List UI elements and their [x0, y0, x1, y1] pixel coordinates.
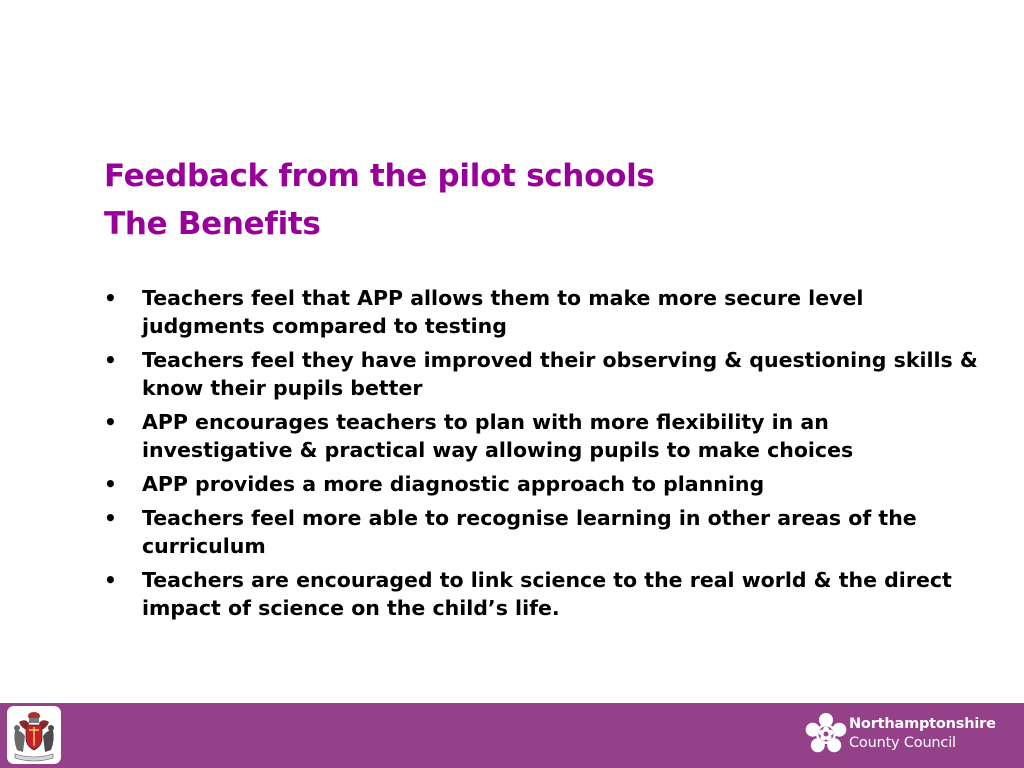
bullet-text: Teachers are encouraged to link science to the real world & the direct impact of science on the child’s life. — [142, 568, 952, 620]
title-line-2: The Benefits — [104, 206, 321, 242]
footer-band — [0, 703, 1024, 768]
title-line-1: Feedback from the pilot schools — [104, 158, 655, 194]
bullet-item — [104, 470, 984, 498]
council-name-line-2: County Council — [849, 735, 956, 751]
bullet-text: Teachers feel that APP allows them to make more secure level judgments compared to testing — [142, 286, 864, 338]
coat-of-arms-icon — [7, 706, 61, 764]
bullet-text: Teachers feel they have improved their observing & questioning skills & know their pupils better — [142, 348, 978, 400]
bullet-text: APP encourages teachers to plan with more flexibility in an investigative & practical way allowing pupils to make choices — [142, 410, 854, 462]
bullet-item — [104, 408, 984, 464]
bullet-marker: • — [104, 568, 117, 592]
bullet-marker: • — [104, 472, 117, 496]
bullet-marker: • — [104, 410, 117, 434]
council-name — [849, 715, 996, 753]
bullet-list — [104, 284, 984, 628]
bullet-item — [104, 504, 984, 560]
bullet-marker: • — [104, 506, 117, 530]
bullet-marker: • — [104, 286, 117, 310]
slide-title — [104, 152, 924, 248]
rose-emblem-icon — [805, 713, 847, 755]
council-name-line-1: Northamptonshire — [849, 716, 996, 732]
bullet-text: Teachers feel more able to recognise learning in other areas of the curriculum — [142, 506, 917, 558]
bullet-item — [104, 566, 984, 622]
bullet-item — [104, 346, 984, 402]
bullet-item — [104, 284, 984, 340]
bullet-marker: • — [104, 348, 117, 372]
bullet-text: APP provides a more diagnostic approach to planning — [142, 472, 765, 496]
council-logo — [805, 713, 1005, 759]
